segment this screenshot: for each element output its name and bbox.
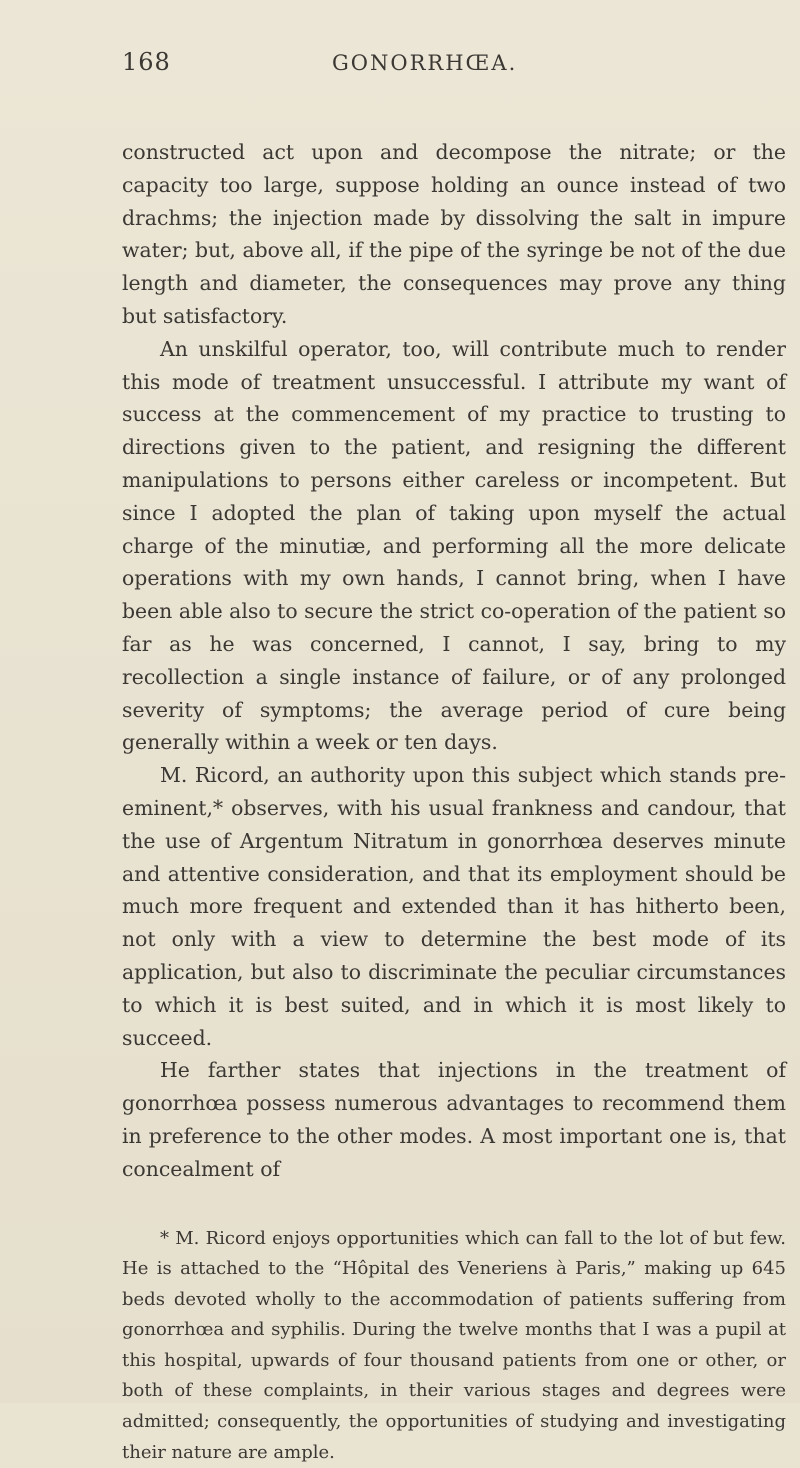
- paragraph-continued: constructed act upon and decompose the nitrate; or the capacity too large, suppose holding an ounce instead of two drachms; the injection made by dissolving the salt in impure water; but, above all, if the pipe of the syringe be not of the due length and diameter, the consequences may prove any thing but satisfactory.: [122, 136, 786, 333]
- paragraph-injections: He farther states that injections in the treatment of gonorrhœa possess numerous advantages to recommend them in preference to the other modes. A most important one is, that concealment of: [122, 1054, 786, 1185]
- running-title: GONORRHŒA.: [332, 51, 517, 75]
- page-number: 168: [122, 48, 332, 76]
- footnote: [122, 1224, 786, 1468]
- paragraph-unskilful-operator: An unskilful operator, too, will contribute much to render this mode of treatment unsuccessful. I attribute my want of success at the commencement of my practice to trusting to directions given to the patient, and resigning the different manipulations to persons either careless or incompetent. But since I adopted the plan of taking upon myself the actual charge of the minutiæ, and performing all the more delicate operations with my own hands, I cannot bring, when I have been able also to secure the strict co-operation of the patient so far as he was concerned, I cannot, I say, bring to my recollection a single instance of failure, or of any prolonged severity of symptoms; the average period of cure being generally within a week or ten days.: [122, 333, 786, 759]
- body-text: [122, 136, 786, 1186]
- running-head: [122, 48, 774, 100]
- paragraph-ricord: M. Ricord, an authority upon this subject which stands pre-eminent,* observes, with his usual frankness and candour, that the use of Argentum Nitratum in gonorrhœa deserves minute and attentive consideration, and that its employment should be much more frequent and extended than it has hitherto been, not only with a view to determine the best mode of its application, but also to discriminate the peculiar circumstances to which it is best suited, and in which it is most likely to succeed.: [122, 759, 786, 1054]
- footnote-text: * M. Ricord enjoys opportunities which can fall to the lot of but few. He is attached to the “Hôpital des Veneriens à Paris,” making up 645 beds devoted wholly to the accommodation of patients suffering from gonorrhœa and syphilis. During the twelve months that I was a pupil at this hospital, upwards of four thousand patients from one or other, or both of these complaints, in their various stages and degrees were admitted; consequently, the opportunities of studying and investigating their nature are ample.: [122, 1224, 786, 1468]
